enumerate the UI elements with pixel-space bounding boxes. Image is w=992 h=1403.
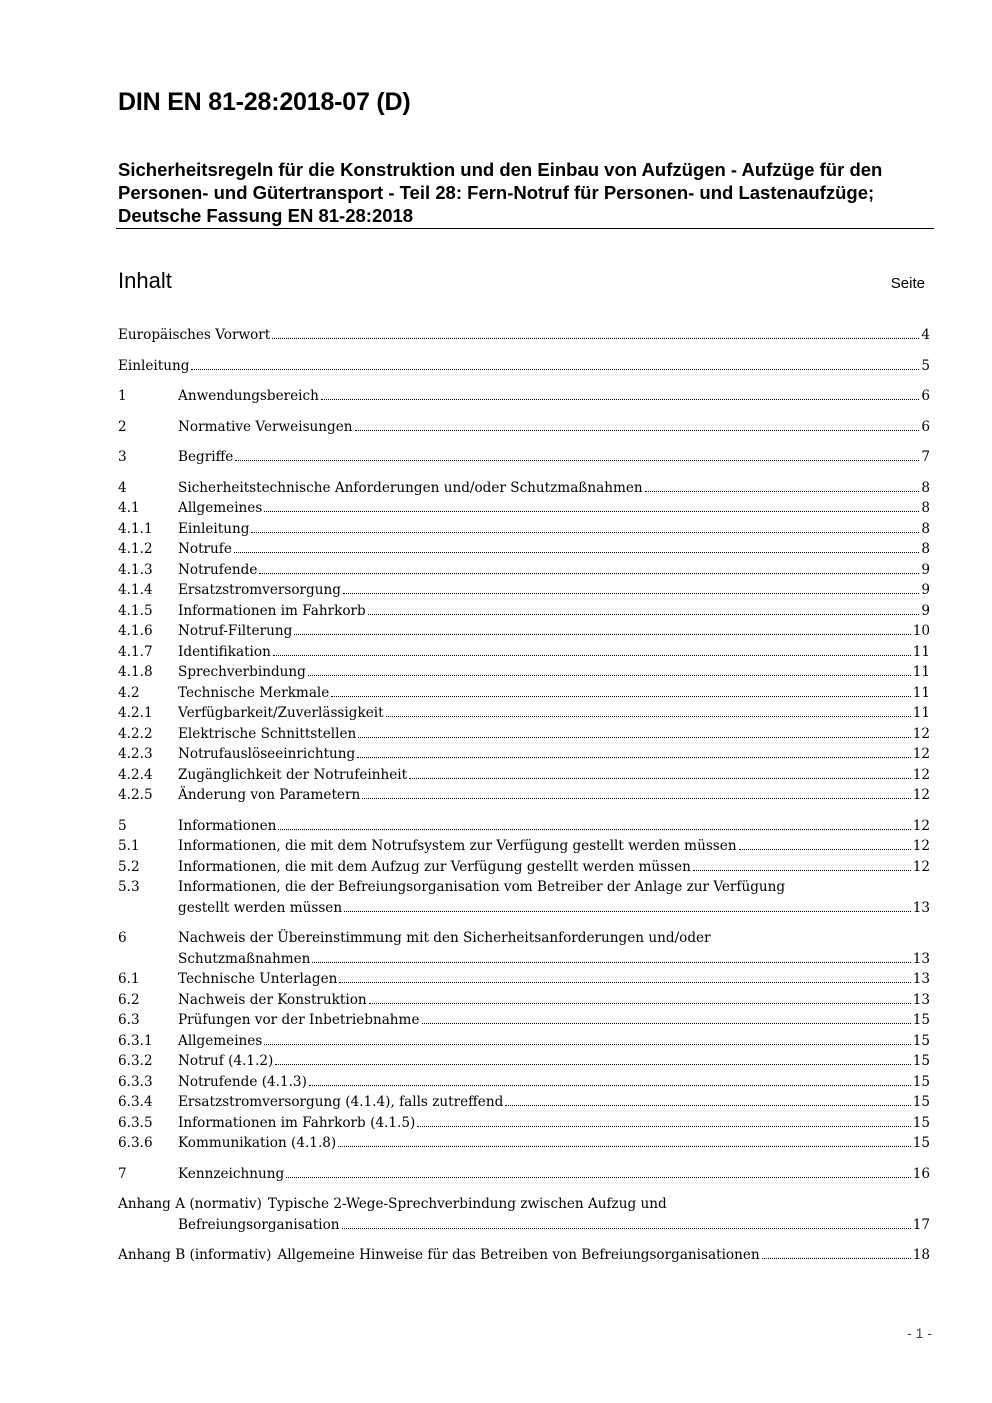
dot-leader [358, 737, 910, 738]
dot-leader [191, 369, 919, 370]
toc-entry-page: 18 [912, 1247, 930, 1263]
toc-entry[interactable] [118, 928, 930, 969]
toc-entry-number: 6.1 [118, 971, 140, 987]
toc-entry-title: Kommunikation (4.1.8) [178, 1135, 337, 1151]
toc-annex-label: Anhang B (informativ) [118, 1247, 272, 1263]
toc-entry[interactable] [118, 447, 930, 468]
toc-entry-title: Notrufende (4.1.3) [178, 1073, 307, 1090]
toc-entry-title: Einleitung [118, 357, 190, 374]
toc-entry-page: 5 [921, 357, 930, 374]
toc-entry[interactable] [118, 1092, 930, 1113]
table-of-contents [118, 325, 930, 1266]
toc-entry[interactable] [118, 560, 930, 581]
toc-entry-number: 6.3.4 [118, 1094, 153, 1110]
toc-entry-number: 4.1.8 [118, 664, 153, 680]
toc-entry-number: 3 [118, 449, 127, 465]
toc-entry-page: 11 [912, 705, 930, 721]
toc-entry-number: 4.1.4 [118, 582, 153, 598]
toc-entry-title: Änderung von Parametern [178, 787, 361, 803]
dot-leader [308, 675, 911, 676]
toc-entry-page: 13 [912, 899, 930, 916]
toc-entry-page: 8 [921, 541, 930, 557]
toc-entry[interactable] [118, 539, 930, 560]
toc-entry-page: 13 [912, 991, 930, 1008]
toc-entry-title: Informationen im Fahrkorb (4.1.5) [178, 1114, 416, 1131]
toc-entry[interactable] [118, 1113, 930, 1134]
toc-entry-page: 6 [921, 388, 930, 404]
toc-entry-annex-a[interactable] [118, 1194, 930, 1235]
toc-entry-page: 15 [912, 1012, 930, 1028]
toc-entry-page: 8 [921, 500, 930, 516]
dot-leader [264, 511, 919, 512]
dot-leader [278, 829, 910, 830]
toc-entry-page: 8 [921, 520, 930, 537]
toc-entry[interactable] [118, 325, 930, 346]
toc-entry[interactable] [118, 1031, 930, 1052]
dot-leader [309, 1085, 911, 1086]
dot-leader [357, 757, 910, 758]
toc-entry-page: 9 [921, 561, 930, 578]
toc-entry[interactable] [118, 836, 930, 857]
toc-entry-number: 7 [118, 1165, 127, 1182]
toc-entry-title: Allgemeines [178, 1032, 263, 1049]
dot-leader [273, 655, 911, 656]
toc-entry-page: 15 [912, 1094, 930, 1110]
toc-entry-title: Anwendungsbereich [178, 388, 319, 404]
toc-entry-title: Informationen [178, 817, 277, 834]
toc-entry-page: 7 [921, 449, 930, 465]
toc-entry[interactable] [118, 969, 930, 990]
toc-entry-annex-b[interactable] [118, 1245, 930, 1266]
toc-entry[interactable] [118, 816, 930, 837]
toc-entry-title-line2: Schutzmaßnahmen [178, 950, 311, 967]
toc-entry-page: 12 [912, 787, 930, 803]
toc-entry[interactable] [118, 356, 930, 377]
toc-entry-page: 12 [912, 817, 930, 834]
toc-entry-title: Sprechverbindung [178, 664, 306, 680]
toc-entry-page: 9 [921, 602, 930, 619]
toc-entry-title: Allgemeine Hinweise für das Betreiben von Befreiungsorganisationen [277, 1247, 760, 1263]
toc-entry[interactable] [118, 478, 930, 499]
toc-entry-number: 1 [118, 388, 127, 404]
toc-entry-title: Allgemeines [178, 500, 263, 516]
toc-entry-page: 17 [912, 1216, 930, 1233]
toc-entry[interactable] [118, 498, 930, 519]
dot-leader [693, 870, 911, 871]
toc-entry[interactable] [118, 703, 930, 724]
toc-entry[interactable] [118, 386, 930, 407]
toc-entry[interactable] [118, 1010, 930, 1031]
toc-entry-page: 15 [912, 1053, 930, 1069]
dot-leader [762, 1258, 911, 1259]
toc-entry[interactable] [118, 990, 930, 1011]
dot-leader [275, 1064, 910, 1065]
toc-entry-title: Technische Merkmale [178, 684, 330, 701]
toc-entry-title: Informationen, die mit dem Aufzug zur Verfügung gestellt werden müssen [178, 858, 691, 875]
dot-leader [369, 1003, 911, 1004]
toc-entry-page: 8 [921, 479, 930, 496]
toc-entry[interactable] [118, 744, 930, 765]
toc-entry[interactable] [118, 1072, 930, 1093]
toc-entry-title: Normative Verweisungen [178, 418, 353, 435]
toc-entry-number: 4.1.5 [118, 602, 153, 619]
toc-entry-number: 6.3 [118, 1012, 140, 1028]
dot-leader [259, 573, 919, 574]
toc-entry-number: 4.2.3 [118, 746, 153, 762]
toc-entry[interactable] [118, 580, 930, 601]
dot-leader [286, 1177, 910, 1178]
toc-entry-title: Verfügbarkeit/Zuverlässigkeit [178, 705, 384, 721]
document-title: DIN EN 81-28:2018-07 (D) [118, 88, 411, 116]
toc-entry-title-line1: Typische 2-Wege-Sprechverbindung zwischen Aufzug und [267, 1196, 667, 1212]
toc-entry[interactable] [118, 621, 930, 642]
dot-leader [251, 532, 919, 533]
toc-entry-title: Prüfungen vor der Inbetriebnahme [178, 1012, 420, 1028]
toc-entry-page: 11 [912, 684, 930, 701]
toc-entry-number: 6 [118, 930, 127, 946]
toc-entry[interactable] [118, 683, 930, 704]
toc-entry[interactable] [118, 877, 930, 918]
toc-entry-number: 4.1.7 [118, 643, 153, 660]
document-subtitle: Sicherheitsregeln für die Konstruktion und den Einbau von Aufzügen - Aufzüge für den Personen- und Gütertransport - Teil 28: Fern-Notruf für Personen- und Lastenaufzüge; Deutsche Fassung EN 81-28:2018 [118, 159, 883, 226]
toc-entry-page: 10 [912, 623, 930, 639]
toc-entry-page: 15 [912, 1114, 930, 1131]
toc-entry[interactable] [118, 765, 930, 786]
toc-entry[interactable] [118, 642, 930, 663]
dot-leader [342, 1228, 911, 1229]
toc-entry-title: Kennzeichnung [178, 1165, 285, 1182]
toc-entry-page: 13 [912, 971, 930, 987]
toc-entry-page: 12 [912, 858, 930, 875]
toc-entry[interactable] [118, 1164, 930, 1185]
toc-entry-number: 6.3.3 [118, 1073, 153, 1090]
toc-page-column-label: Seite [890, 275, 925, 292]
toc-entry-number: 4.2.4 [118, 766, 153, 783]
toc-entry-page: 16 [912, 1165, 930, 1182]
dot-leader [312, 962, 910, 963]
dot-leader [505, 1105, 910, 1106]
toc-entry[interactable] [118, 601, 930, 622]
toc-entry-title: Notruf (4.1.2) [178, 1053, 274, 1069]
dot-leader [344, 911, 911, 912]
dot-leader [386, 716, 911, 717]
page-number: - 1 - [907, 1325, 932, 1341]
dot-leader [368, 614, 920, 615]
toc-entry-title: Notrufe [178, 541, 232, 557]
toc-entry-page: 12 [912, 766, 930, 783]
title-divider [116, 228, 934, 229]
toc-entry-title: Informationen, die mit dem Notrufsystem zur Verfügung gestellt werden müssen [178, 838, 737, 854]
dot-leader [417, 1126, 910, 1127]
toc-entry-number: 4 [118, 479, 127, 496]
toc-entry[interactable] [118, 1133, 930, 1154]
toc-entry[interactable] [118, 662, 930, 683]
toc-entry-number: 5.2 [118, 858, 140, 875]
toc-entry-number: 5.1 [118, 838, 140, 854]
toc-entry-number: 6.3.2 [118, 1053, 153, 1069]
toc-entry-number: 4.2.5 [118, 787, 153, 803]
toc-entry[interactable] [118, 417, 930, 438]
toc-entry-number: 4.1.3 [118, 561, 153, 578]
toc-entry-title-line2: Befreiungsorganisation [178, 1216, 340, 1233]
dot-leader [272, 338, 919, 339]
toc-entry-number: 2 [118, 418, 127, 435]
toc-entry-number: 4.2.2 [118, 725, 153, 742]
toc-entry-number: 5 [118, 817, 127, 834]
toc-entry-title-line1: Informationen, die der Befreiungsorganisation vom Betreiber der Anlage zur Verfügung [178, 879, 786, 895]
toc-entry[interactable] [118, 785, 930, 806]
toc-entry-number: 4.2.1 [118, 705, 153, 721]
toc-entry-page: 15 [912, 1135, 930, 1151]
toc-entry-page: 12 [912, 746, 930, 762]
toc-entry-number: 6.3.1 [118, 1032, 153, 1049]
toc-entry-title: Informationen im Fahrkorb [178, 602, 366, 619]
dot-leader [338, 1146, 910, 1147]
toc-entry-number: 4.1.6 [118, 623, 153, 639]
toc-annex-label-title [118, 1245, 760, 1266]
toc-entry-page: 4 [921, 327, 930, 343]
toc-entry-title: Notrufende [178, 561, 258, 578]
toc-entry-page: 11 [912, 664, 930, 680]
toc-entry-title: Technische Unterlagen [178, 971, 338, 987]
toc-entry[interactable] [118, 857, 930, 878]
toc-entry-title: Zugänglichkeit der Notrufeinheit [178, 766, 408, 783]
toc-heading: Inhalt [118, 268, 172, 293]
toc-entry-title: Begriffe [178, 449, 234, 465]
toc-entry-page: 11 [912, 643, 930, 660]
toc-entry-number: 6.2 [118, 991, 140, 1008]
dot-leader [739, 849, 911, 850]
dot-leader [235, 460, 919, 461]
dot-leader [331, 696, 910, 697]
toc-entry-title: Einleitung [178, 520, 250, 537]
toc-entry-number: 6.3.5 [118, 1114, 153, 1131]
dot-leader [422, 1023, 911, 1024]
dot-leader [321, 399, 919, 400]
dot-leader [362, 798, 910, 799]
toc-entry-title-line2: gestellt werden müssen [178, 899, 343, 916]
toc-entry-title-line1: Nachweis der Übereinstimmung mit den Sicherheitsanforderungen und/oder [178, 930, 711, 946]
dot-leader [645, 491, 920, 492]
dot-leader [409, 778, 911, 779]
toc-entry[interactable] [118, 1051, 930, 1072]
toc-entry-page: 9 [921, 582, 930, 598]
toc-entry-number: 4.1.2 [118, 541, 153, 557]
toc-entry-page: 13 [912, 950, 930, 967]
dot-leader [355, 430, 920, 431]
toc-entry-page: 6 [921, 418, 930, 435]
toc-entry-page: 15 [912, 1073, 930, 1090]
toc-entry[interactable] [118, 519, 930, 540]
dot-leader [339, 982, 910, 983]
toc-entry-title: Sicherheitstechnische Anforderungen und/oder Schutzmaßnahmen [178, 479, 643, 496]
toc-entry-title: Ersatzstromversorgung (4.1.4), falls zutreffend [178, 1094, 504, 1110]
toc-entry-title: Europäisches Vorwort [118, 327, 271, 343]
toc-entry-title: Nachweis der Konstruktion [178, 991, 367, 1008]
dot-leader [343, 593, 919, 594]
dot-leader [294, 634, 910, 635]
toc-entry-title: Elektrische Schnittstellen [178, 725, 357, 742]
toc-annex-line1 [118, 1194, 667, 1215]
dot-leader [234, 552, 919, 553]
toc-entry-title: Identifikation [178, 643, 271, 660]
toc-entry-number: 5.3 [118, 879, 140, 895]
toc-entry-title: Notrufauslöseeinrichtung [178, 746, 356, 762]
dot-leader [264, 1044, 910, 1045]
toc-entry-page: 12 [912, 838, 930, 854]
toc-entry-number: 4.2 [118, 684, 140, 701]
toc-entry-page: 12 [912, 725, 930, 742]
toc-entry-number: 4.1 [118, 500, 140, 516]
toc-entry-title: Ersatzstromversorgung [178, 582, 341, 598]
toc-entry-number: 6.3.6 [118, 1135, 153, 1151]
toc-entry[interactable] [118, 724, 930, 745]
toc-annex-label: Anhang A (normativ) [118, 1196, 262, 1212]
toc-entry-page: 15 [912, 1032, 930, 1049]
toc-entry-title: Notruf-Filterung [178, 623, 293, 639]
toc-entry-number: 4.1.1 [118, 520, 153, 537]
